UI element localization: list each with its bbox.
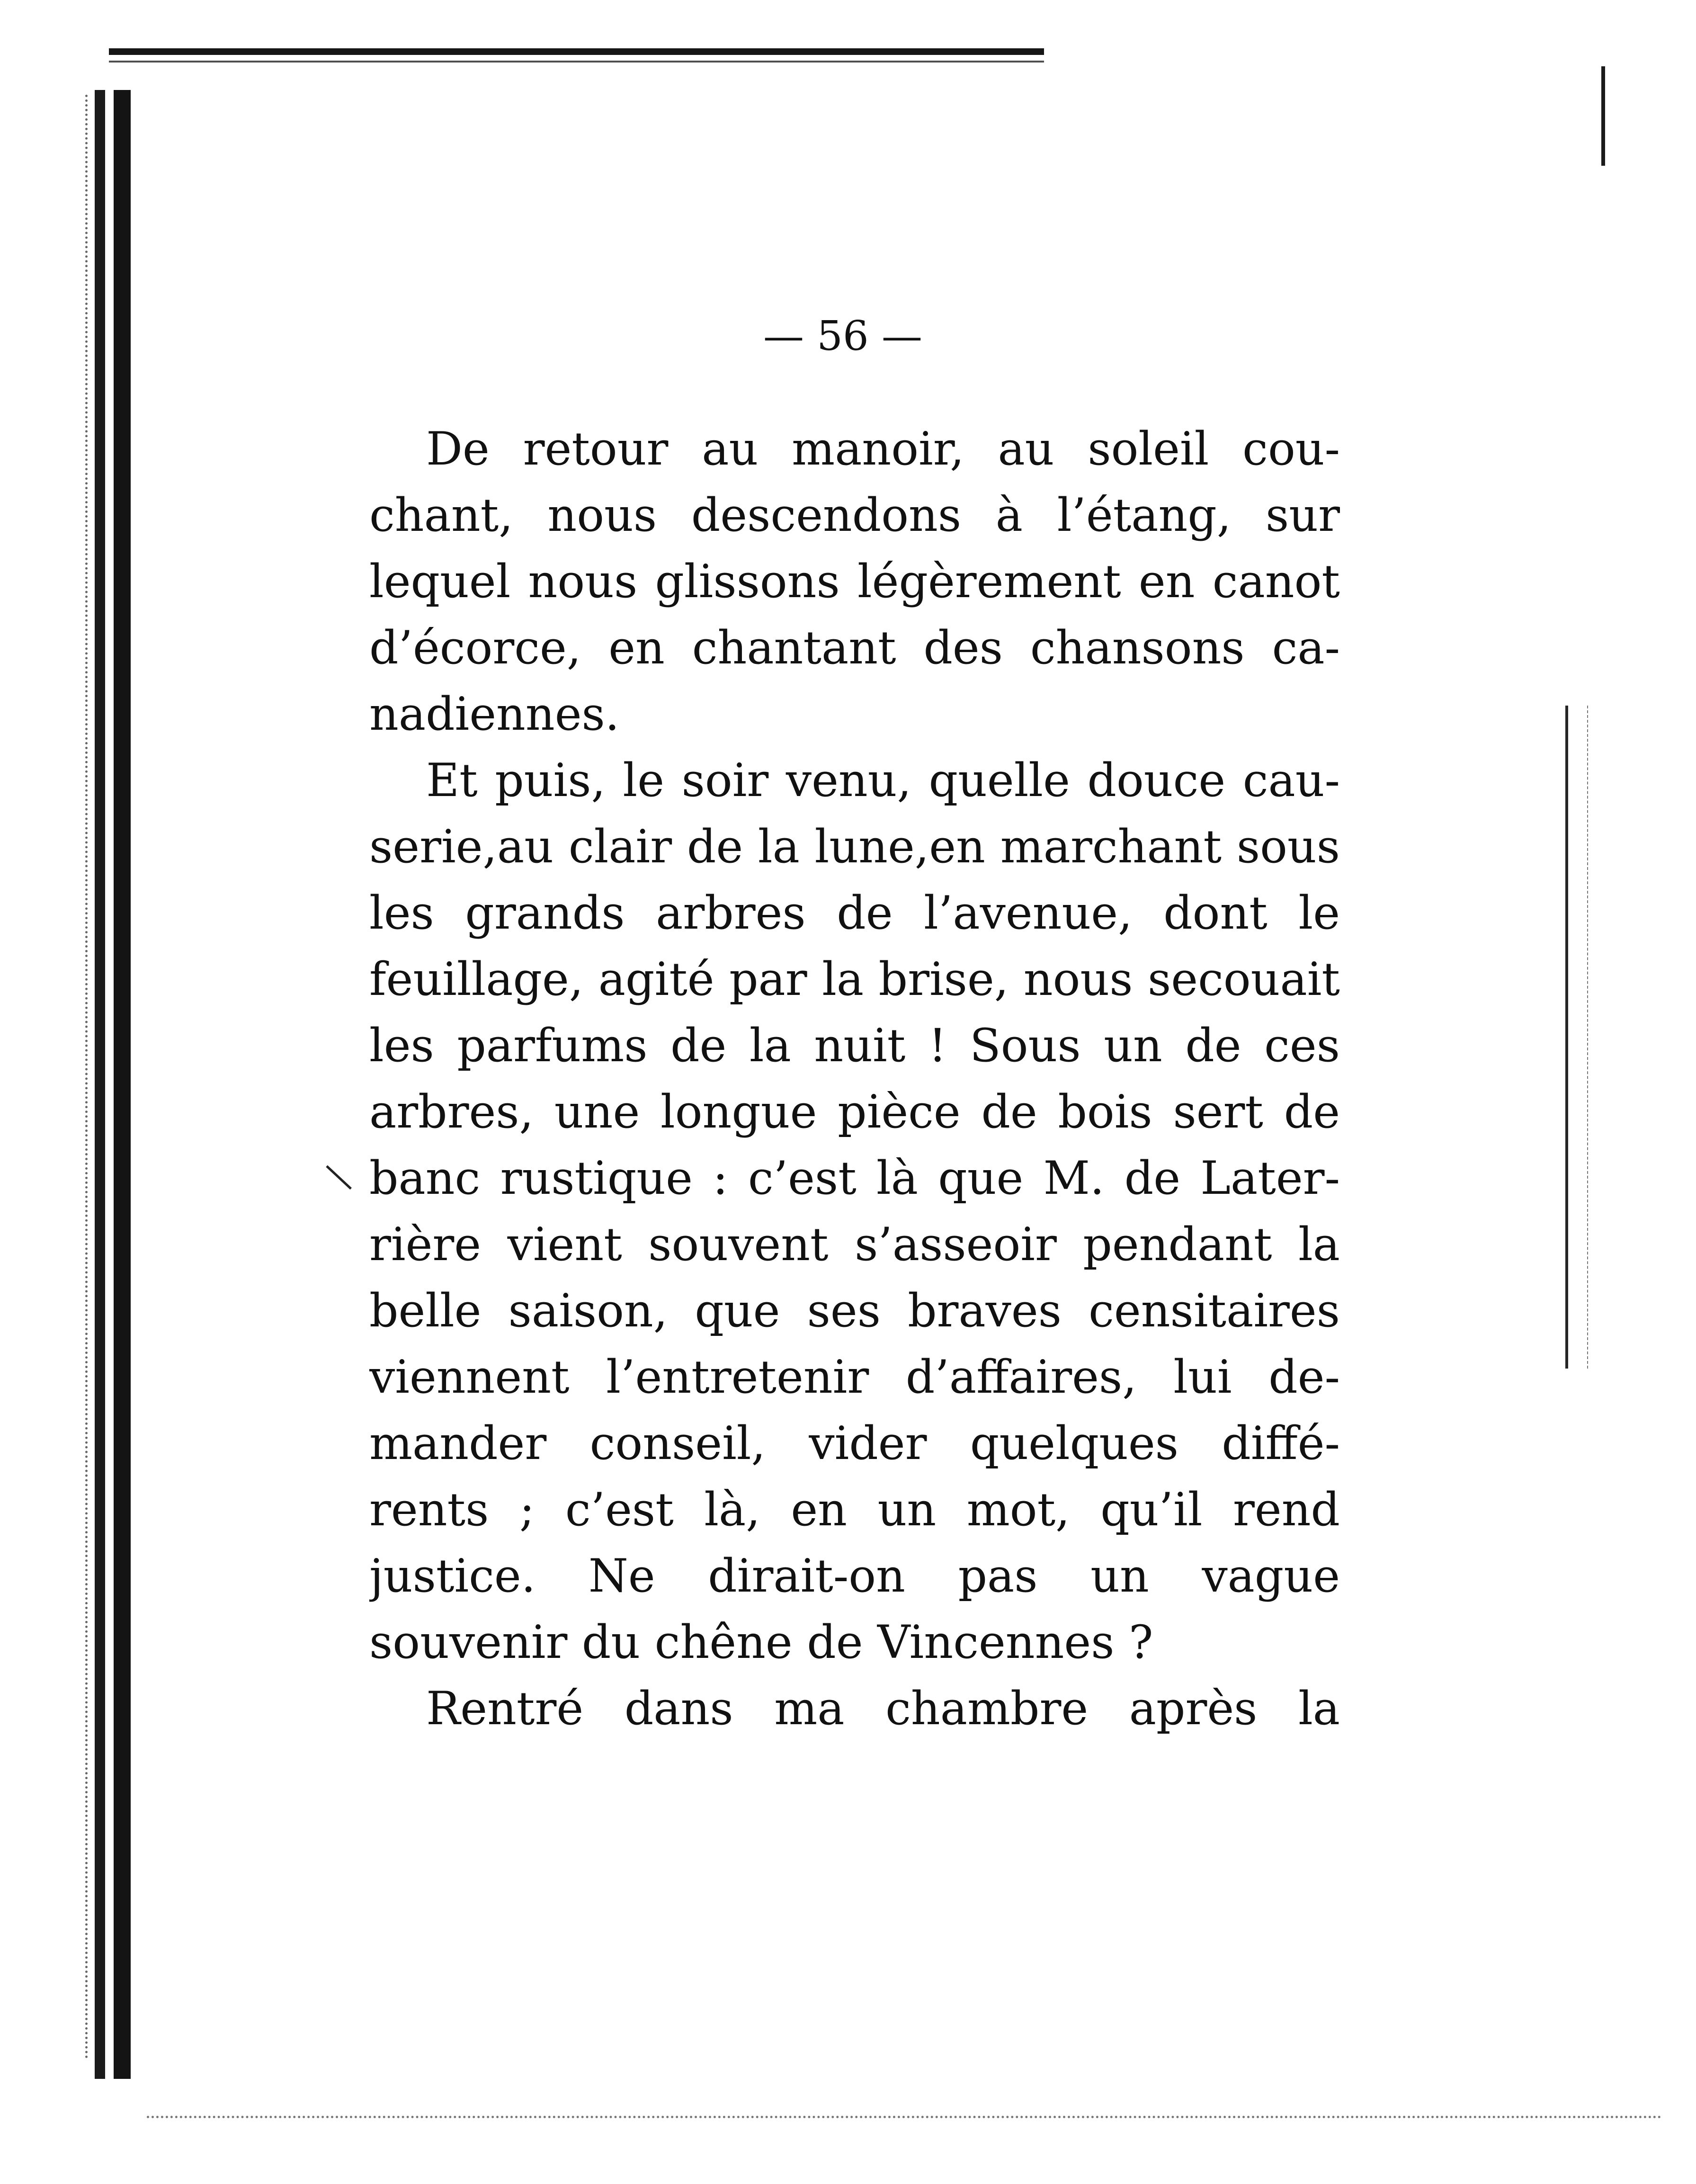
text-line: arbres, une longue pièce de bois sert de [369,1085,1340,1138]
page-number: — 56 — [763,313,923,360]
page-text [369,417,1340,1814]
text-line: De retour au manoir, au soleil cou- [426,422,1340,475]
text-line: rière vient souvent s’asseoir pendant la [369,1218,1340,1271]
scan-left-binding-edge-inner [114,90,131,2079]
text-line: lequel nous glissons légèrement en canot [369,555,1340,608]
text-line: Et puis, le soir venu, quelle douce cau- [426,754,1340,807]
text-line: banc rustique : c’est là que M. de Later- [369,1152,1340,1205]
scan-top-border-shadow [109,61,1044,63]
text-line: serie,au clair de la lune,en marchant sous [369,820,1340,873]
text-line: souvenir du chêne de Vincennes ? [369,1616,1153,1669]
text-line: belle saison, que ses braves censitaires [369,1284,1340,1337]
text-line: les parfums de la nuit ! Sous un de ces [369,1019,1340,1072]
text-line: mander conseil, vider quelques diffé- [369,1417,1340,1470]
text-line: rents ; c’est là, en un mot, qu’il rend [369,1483,1340,1536]
stray-pencil-mark [326,1165,352,1190]
text-line: Rentré dans ma chambre après la [426,1682,1340,1735]
text-line: les grands arbres de l’avenue, dont le [369,886,1340,940]
text-line: nadiennes. [369,688,620,741]
scan-left-binding-edge [95,90,105,2079]
scan-top-border [109,48,1044,55]
text-line: d’écorce, en chantant des chansons ca- [369,621,1340,674]
scan-right-bracket-mark [1565,706,1588,1369]
scan-right-edge-mark [1601,66,1605,166]
scan-bottom-noise [147,2112,1662,2118]
text-line: viennent l’entretenir d’affaires, lui de- [369,1351,1340,1404]
scan-left-speckles [85,95,90,2060]
text-line: chant, nous descendons à l’étang, sur [369,489,1340,542]
text-line: feuillage, agité par la brise, nous secouait [369,953,1340,1006]
text-line: justice. Ne dirait-on pas un vague [369,1549,1340,1602]
